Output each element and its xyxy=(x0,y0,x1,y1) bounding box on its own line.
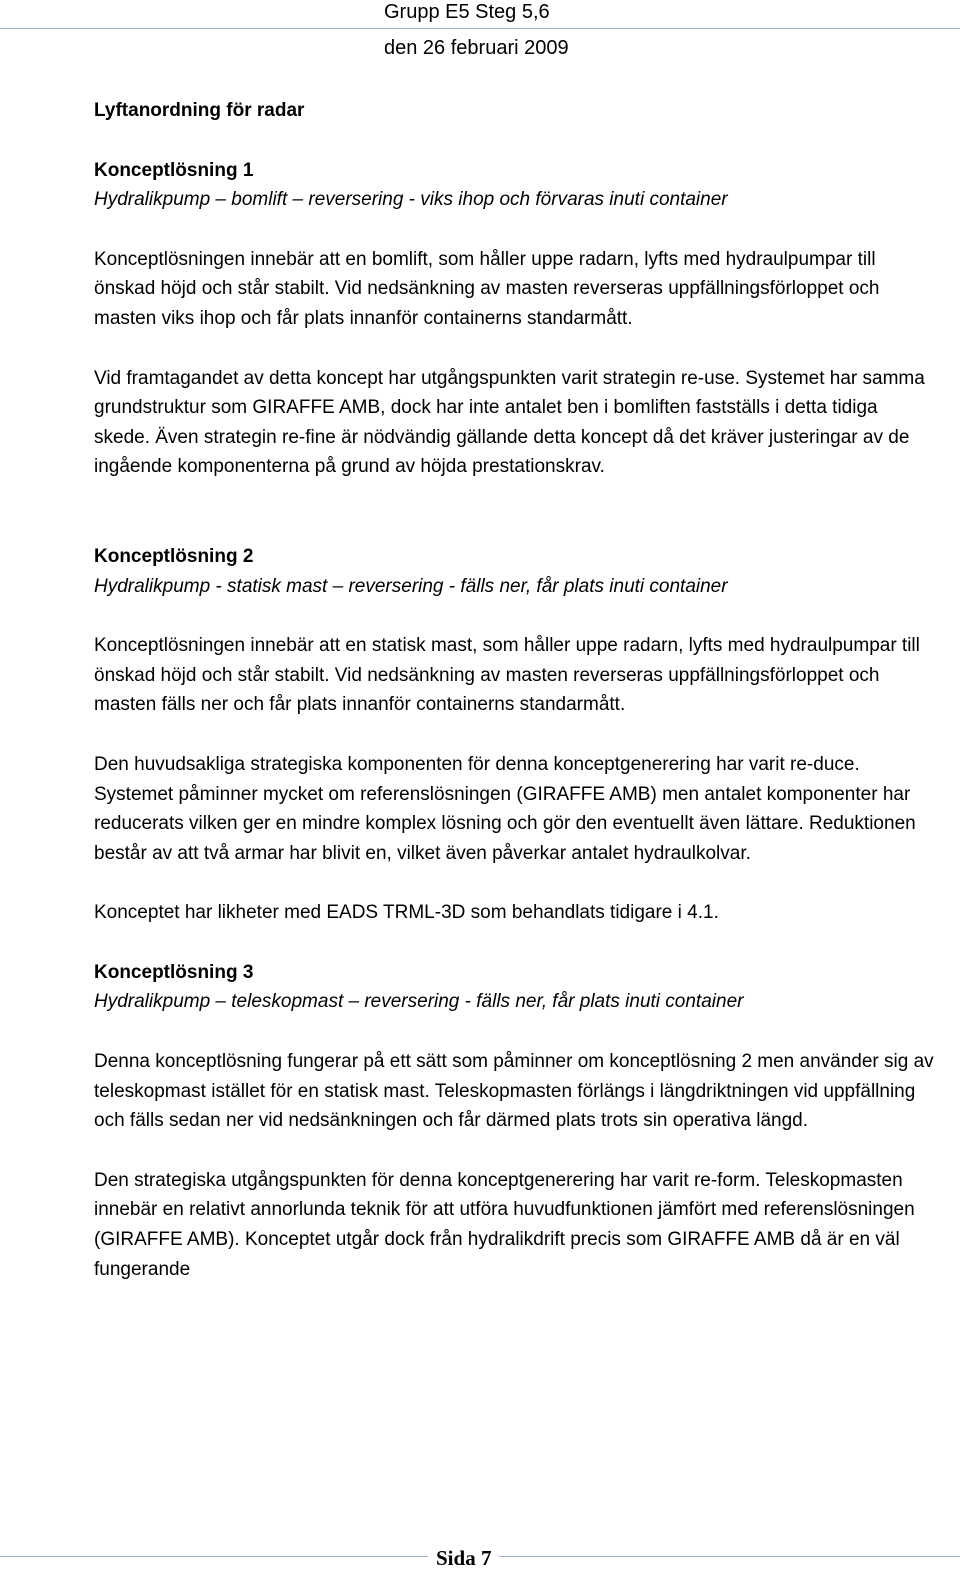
concept-3-subtitle: Hydralikpump – teleskopmast – reversering - fälls ner, får plats inuti container xyxy=(94,991,744,1013)
concept-2-paragraph-2: Den huvudsakliga strategiska komponenten för denna konceptgenerering har varit re-duce. Systemet påminner mycket om referenslösningen (GIRAFFE AMB) men antalet komponenter har reducerats vilken ger en mindre komplex lösning och gör den eventuellt även lättare. Reduktionen består av att två armar har blivit en, vilket även påverkar antalet hydraulkolvar. xyxy=(94,753,916,864)
concept-2-paragraph-3: Konceptet har likheter med EADS TRML-3D som behandlats tidigare i 4.1. xyxy=(94,902,719,924)
document-body xyxy=(94,96,934,1314)
concept-1-paragraph-2: Vid framtagandet av detta koncept har utgångspunkten varit strategin re-use. Systemet har samma grundstruktur som GIRAFFE AMB, dock har inte antalet ben i bomliften fastställs i detta tidiga skede. Även strategin re-fine är nödvändig gällande detta koncept då det kräver justeringar av de ingående komponenterna på grund av höjda prestationskrav. xyxy=(94,367,925,478)
document-title: Lyftanordning för radar xyxy=(94,100,305,121)
concept-2-title: Konceptlösning 2 xyxy=(94,545,254,567)
concept-1-paragraph-1: Konceptlösningen innebär att en bomlift, som håller uppe radarn, lyfts med hydraulpumpar till önskad höjd och står stabilt. Vid nedsänkning av masten reverseras uppfällningsförloppet och masten viks ihop och får plats innanför containerns standarmått. xyxy=(94,248,880,329)
concept-3-paragraph-1: Denna konceptlösning fungerar på ett sätt som påminner om konceptlösning 2 men använder sig av teleskopmast istället för en statisk mast. Teleskopmasten förlängs i längdriktningen vid uppfällning och fälls sedan ner vid nedsänkningen och får därmed plats trots sin operativa längd. xyxy=(94,1051,934,1132)
header-group: Grupp E5 Steg 5,6 xyxy=(384,1,550,23)
concept-1-subtitle: Hydralikpump – bomlift – reversering - viks ihop och förvaras inuti container xyxy=(94,189,728,211)
concept-1-title: Konceptlösning 1 xyxy=(94,159,254,181)
concept-2-subtitle: Hydralikpump - statisk mast – reversering - fälls ner, får plats inuti container xyxy=(94,575,728,597)
page-footer xyxy=(0,1545,960,1575)
page-number: Sida 7 xyxy=(428,1545,499,1571)
header-date: den 26 februari 2009 xyxy=(384,37,569,59)
header-rule xyxy=(0,28,960,29)
concept-2-paragraph-1: Konceptlösningen innebär att en statisk mast, som håller uppe radarn, lyfts med hydraulpumpar till önskad höjd och står stabilt. Vid nedsänkning av masten reverseras uppfällningsförloppet och masten fälls ner och får plats innanför containerns standarmått. xyxy=(94,635,920,716)
concept-3-paragraph-2: Den strategiska utgångspunkten för denna konceptgenerering har varit re-form. Teleskopmasten innebär en relativt annorlunda teknik för att utföra huvudfunktionen jämfört med referenslösningen (GIRAFFE AMB). Konceptet utgår dock från hydralikdrift precis som GIRAFFE AMB då är en väl fungerande xyxy=(94,1169,915,1280)
concept-3-title: Konceptlösning 3 xyxy=(94,961,254,983)
